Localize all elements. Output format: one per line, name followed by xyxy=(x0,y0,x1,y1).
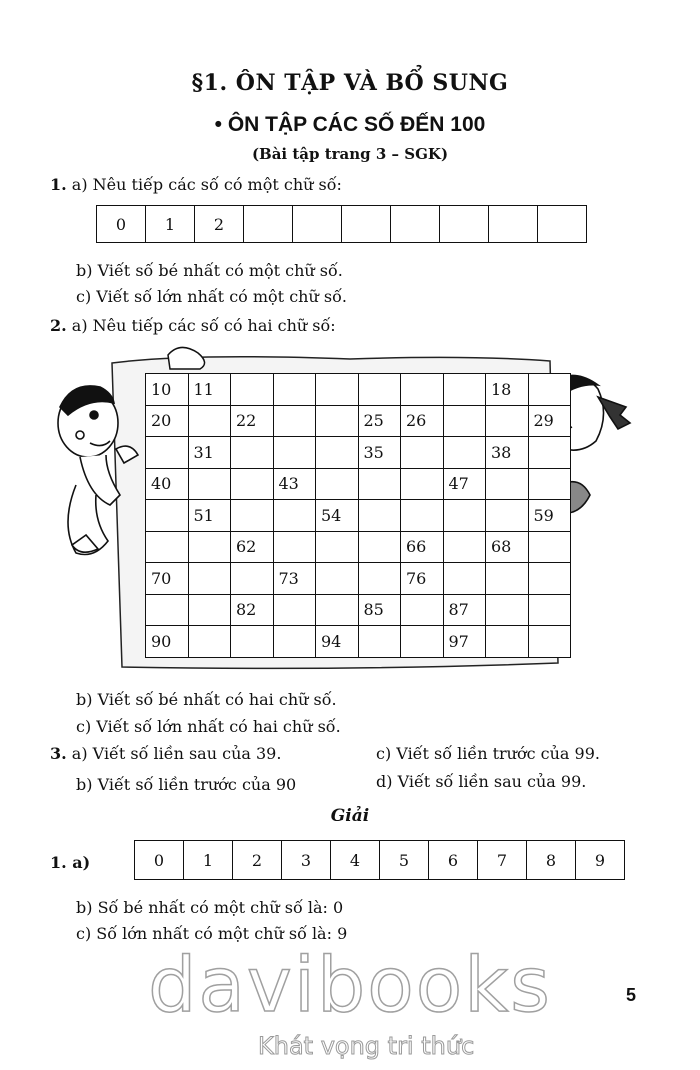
exercise2-c: c) Viết số lớn nhất có hai chữ số. xyxy=(76,717,341,736)
grid-cell xyxy=(316,405,359,437)
grid-cell xyxy=(528,594,571,626)
solution-cell: 3 xyxy=(282,841,331,880)
solution-cell: 4 xyxy=(331,841,380,880)
grid-cell xyxy=(188,531,231,563)
grid-cell xyxy=(443,563,486,595)
grid-cell: 26 xyxy=(401,405,444,437)
grid-cell: 51 xyxy=(188,500,231,532)
grid-cell xyxy=(188,563,231,595)
grid-cell xyxy=(273,405,316,437)
exercise3-a-text: a) Viết số liền sau của 39. xyxy=(71,744,282,763)
grid-cell xyxy=(358,468,401,500)
solution-cell: 2 xyxy=(233,841,282,880)
exercise1-cell xyxy=(489,206,538,243)
exercise1-cell xyxy=(440,206,489,243)
exercise1-a xyxy=(50,175,342,194)
solution-cell: 1 xyxy=(184,841,233,880)
exercise1-cell xyxy=(293,206,342,243)
grid-cell xyxy=(358,531,401,563)
grid-cell xyxy=(486,594,529,626)
grid-cell xyxy=(443,531,486,563)
grid-cell xyxy=(273,626,316,658)
grid-cell: 43 xyxy=(273,468,316,500)
grid-cell xyxy=(316,437,359,469)
watermark-tagline: Khát vọng tri thức xyxy=(258,1032,475,1060)
grid-cell xyxy=(273,374,316,406)
grid-cell: 59 xyxy=(528,500,571,532)
grid-cell: 70 xyxy=(146,563,189,595)
grid-cell xyxy=(231,500,274,532)
exercise1-cell xyxy=(391,206,440,243)
grid-cell xyxy=(146,437,189,469)
solution-cell: 7 xyxy=(478,841,527,880)
grid-cell xyxy=(528,531,571,563)
grid-cell xyxy=(486,468,529,500)
solution-cell: 8 xyxy=(527,841,576,880)
grid-cell: 20 xyxy=(146,405,189,437)
grid-cell xyxy=(528,626,571,658)
grid-cell: 11 xyxy=(188,374,231,406)
grid-cell xyxy=(146,500,189,532)
grid-cell xyxy=(528,374,571,406)
exercise1-number: 1. xyxy=(50,175,67,194)
exercise1-cell: 1 xyxy=(146,206,195,243)
grid-cell: 90 xyxy=(146,626,189,658)
exercise1-b: b) Viết số bé nhất có một chữ số. xyxy=(76,261,343,280)
grid-cell xyxy=(146,594,189,626)
exercise1-cell: 0 xyxy=(97,206,146,243)
solution-cell: 5 xyxy=(380,841,429,880)
grid-cell: 31 xyxy=(188,437,231,469)
grid-cell xyxy=(231,374,274,406)
subtitle: (Bài tập trang 3 – SGK) xyxy=(251,145,449,163)
grid-cell xyxy=(486,626,529,658)
solution-heading: Giải xyxy=(330,806,370,826)
grid-cell: 47 xyxy=(443,468,486,500)
grid-cell xyxy=(316,468,359,500)
exercise2-number: 2. xyxy=(50,316,67,335)
solution-c: c) Số lớn nhất có một chữ số là: 9 xyxy=(76,924,348,943)
exercise2-a xyxy=(50,316,336,335)
grid-cell xyxy=(443,500,486,532)
grid-cell xyxy=(401,500,444,532)
grid-cell xyxy=(316,531,359,563)
grid-cell xyxy=(358,626,401,658)
grid-cell xyxy=(486,405,529,437)
grid-cell xyxy=(401,626,444,658)
grid-cell xyxy=(146,531,189,563)
exercise3-number: 3. xyxy=(50,744,67,763)
hand-icon xyxy=(168,347,205,369)
grid-cell xyxy=(273,594,316,626)
grid-cell xyxy=(358,374,401,406)
grid-cell xyxy=(316,374,359,406)
grid-cell: 22 xyxy=(231,405,274,437)
grid-cell xyxy=(528,468,571,500)
grid-cell xyxy=(443,405,486,437)
grid-cell: 85 xyxy=(358,594,401,626)
grid-cell xyxy=(316,563,359,595)
grid-cell: 73 xyxy=(273,563,316,595)
grid-cell: 40 xyxy=(146,468,189,500)
watermark-logo: davibooks xyxy=(148,940,552,1029)
grid-cell: 38 xyxy=(486,437,529,469)
grid-cell: 25 xyxy=(358,405,401,437)
grid-cell xyxy=(273,437,316,469)
solution-cell: 0 xyxy=(135,841,184,880)
grid-cell: 87 xyxy=(443,594,486,626)
grid-cell: 68 xyxy=(486,531,529,563)
exercise3-c: c) Viết số liền trước của 99. xyxy=(376,744,600,763)
exercise1-cell xyxy=(538,206,587,243)
exercise1-cell xyxy=(342,206,391,243)
exercise1-c: c) Viết số lớn nhất có một chữ số. xyxy=(76,287,347,306)
grid-cell xyxy=(231,468,274,500)
number-grid xyxy=(145,373,571,658)
grid-cell xyxy=(401,594,444,626)
exercise3-d: d) Viết số liền sau của 99. xyxy=(376,772,587,791)
grid-cell xyxy=(273,531,316,563)
grid-cell xyxy=(486,563,529,595)
grid-cell: 54 xyxy=(316,500,359,532)
exercise2-a-text: a) Nêu tiếp các số có hai chữ số: xyxy=(71,316,336,335)
exercise3-b: b) Viết số liền trước của 90 xyxy=(76,775,297,794)
exercise1-cell: 2 xyxy=(195,206,244,243)
grid-cell xyxy=(401,374,444,406)
grid-cell xyxy=(401,437,444,469)
grid-cell xyxy=(316,594,359,626)
grid-cell xyxy=(231,437,274,469)
grid-cell xyxy=(273,500,316,532)
topic-title: • ÔN TẬP CÁC SỐ ĐẾN 100 xyxy=(214,113,486,136)
grid-cell: 35 xyxy=(358,437,401,469)
solution-cell: 9 xyxy=(576,841,625,880)
grid-cell xyxy=(231,626,274,658)
grid-cell: 66 xyxy=(401,531,444,563)
grid-cell xyxy=(401,468,444,500)
exercise1-cells xyxy=(96,205,587,243)
page-number: 5 xyxy=(626,985,637,1005)
grid-cell xyxy=(443,374,486,406)
grid-cell: 94 xyxy=(316,626,359,658)
grid-cell xyxy=(188,468,231,500)
grid-cell: 62 xyxy=(231,531,274,563)
exercise3-a xyxy=(50,744,281,763)
section-title: §1. ÔN TẬP VÀ BỔ SUNG xyxy=(191,70,509,96)
grid-cell xyxy=(231,563,274,595)
grid-cell xyxy=(188,594,231,626)
solution-cell: 6 xyxy=(429,841,478,880)
grid-cell xyxy=(528,563,571,595)
grid-cell xyxy=(188,405,231,437)
grid-cell: 10 xyxy=(146,374,189,406)
grid-cell: 82 xyxy=(231,594,274,626)
exercise1-cell xyxy=(244,206,293,243)
exercise1-a-text: a) Nêu tiếp các số có một chữ số: xyxy=(71,175,342,194)
grid-cell xyxy=(188,626,231,658)
grid-cell: 18 xyxy=(486,374,529,406)
grid-cell xyxy=(358,500,401,532)
grid-cell: 29 xyxy=(528,405,571,437)
grid-cell xyxy=(528,437,571,469)
solution-cells xyxy=(134,840,625,880)
grid-cell: 76 xyxy=(401,563,444,595)
grid-cell: 97 xyxy=(443,626,486,658)
solution-b: b) Số bé nhất có một chữ số là: 0 xyxy=(76,898,344,917)
grid-cell xyxy=(443,437,486,469)
solution-1a-label: 1. a) xyxy=(50,853,91,872)
grid-cell xyxy=(358,563,401,595)
exercise2-b: b) Viết số bé nhất có hai chữ số. xyxy=(76,690,337,709)
grid-cell xyxy=(486,500,529,532)
